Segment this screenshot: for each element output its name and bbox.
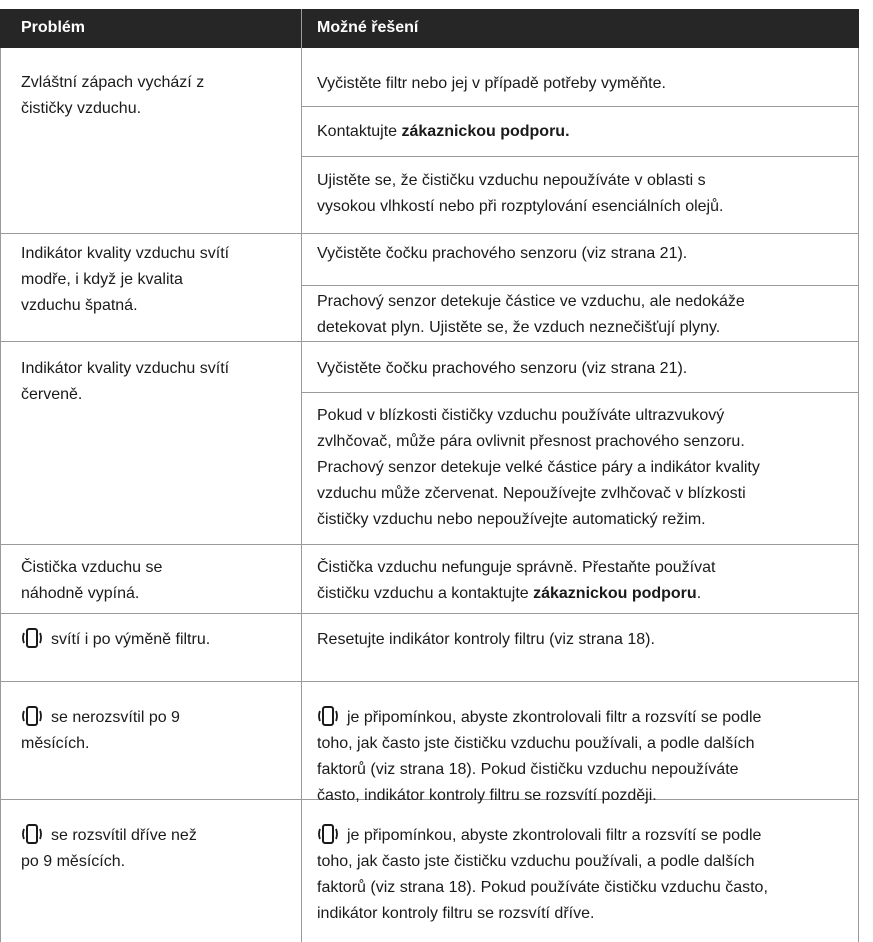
filter-check-icon [317,706,339,726]
row-separator [0,681,859,682]
solution-cell: Prachový senzor detekuje částice ve vzduchu, ale nedokáže detekovat plyn. Ujistěte se, že vzduch neznečišťují plyny. [317,293,745,336]
sub-separator [301,392,859,393]
filter-check-icon [21,824,43,844]
solution-cell: Vyčistěte čočku prachového senzoru (viz strana 21). [317,245,688,262]
problem-cell: Čistička vzduchu se náhodně vypíná. [21,559,163,602]
solution-cell: Vyčistěte čočku prachového senzoru (viz strana 21). [317,360,688,377]
row-separator [0,233,859,234]
support-link-text: zákaznickou podporu [533,585,697,602]
solution-cell: Vyčistěte filtr nebo jej v případě potřeby vyměňte. [317,75,666,92]
solution-cell: Ujistěte se, že čističku vzduchu nepoužíváte v oblasti s vysokou vlhkostí nebo při rozptylování esenciálních olejů. [317,172,724,215]
row-separator [0,341,859,342]
solution-cell: Čistička vzduchu nefunguje správně. Přestaňte používat čističku vzduchu a kontaktujte zákaznickou podporu. [317,559,716,602]
solution-cell: Resetujte indikátor kontroly filtru (viz strana 18). [317,631,655,648]
table-header [0,9,859,48]
solution-cell: Kontaktujte zákaznickou podporu. [317,123,570,140]
column-divider [301,9,302,942]
row-separator [0,544,859,545]
solution-cell: je připomínkou, abyste zkontrolovali filtr a rozsvítí se podle toho, jak často jste čističku vzduchu používali, a podle dalších faktorů (viz strana 18). Pokud čističku vzduchu nepoužíváte často, indikátor kontroly filtru se rozsvítí později. [317,705,847,809]
header-problem: Problém [21,19,86,36]
sub-separator [301,156,859,157]
filter-check-icon [21,628,43,648]
problem-cell: Indikátor kvality vzduchu svítí modře, i když je kvalita vzduchu špatná. [21,245,230,314]
sub-separator [301,285,859,286]
filter-check-icon [317,824,339,844]
support-link-text: zákaznickou podporu. [401,123,570,140]
problem-cell: Indikátor kvality vzduchu svítí červeně. [21,360,230,403]
filter-check-icon [21,706,43,726]
solution-cell: je připomínkou, abyste zkontrolovali filtr a rozsvítí se podle toho, jak často jste čističku vzduchu používali, a podle dalších faktorů (viz strana 18). Pokud používáte čističku vzduchu často, indikátor kontroly filtru se rozsvítí dříve. [317,823,847,927]
problem-cell: se nerozsvítil po 9 měsících. [21,705,286,757]
problem-cell: svítí i po výměně filtru. [21,627,286,653]
header-solution: Možné řešení [317,19,419,36]
problem-cell: Zvláštní zápach vychází z čističky vzduchu. [21,74,205,117]
row-separator [0,613,859,614]
solution-cell: Pokud v blízkosti čističky vzduchu používáte ultrazvukový zvlhčovač, může pára ovlivnit přesnost prachového senzoru. Prachový senzor detekuje velké částice páry a indikátor kvality vzduchu může zčervenat. Nepoužívejte zvlhčovač v blízkosti čističky vzduchu nebo nepoužívejte automatický režim. [317,407,760,528]
table-border-right [858,48,859,942]
table-border-left [0,48,1,942]
sub-separator [301,106,859,107]
problem-cell: se rozsvítil dříve než po 9 měsících. [21,823,286,875]
